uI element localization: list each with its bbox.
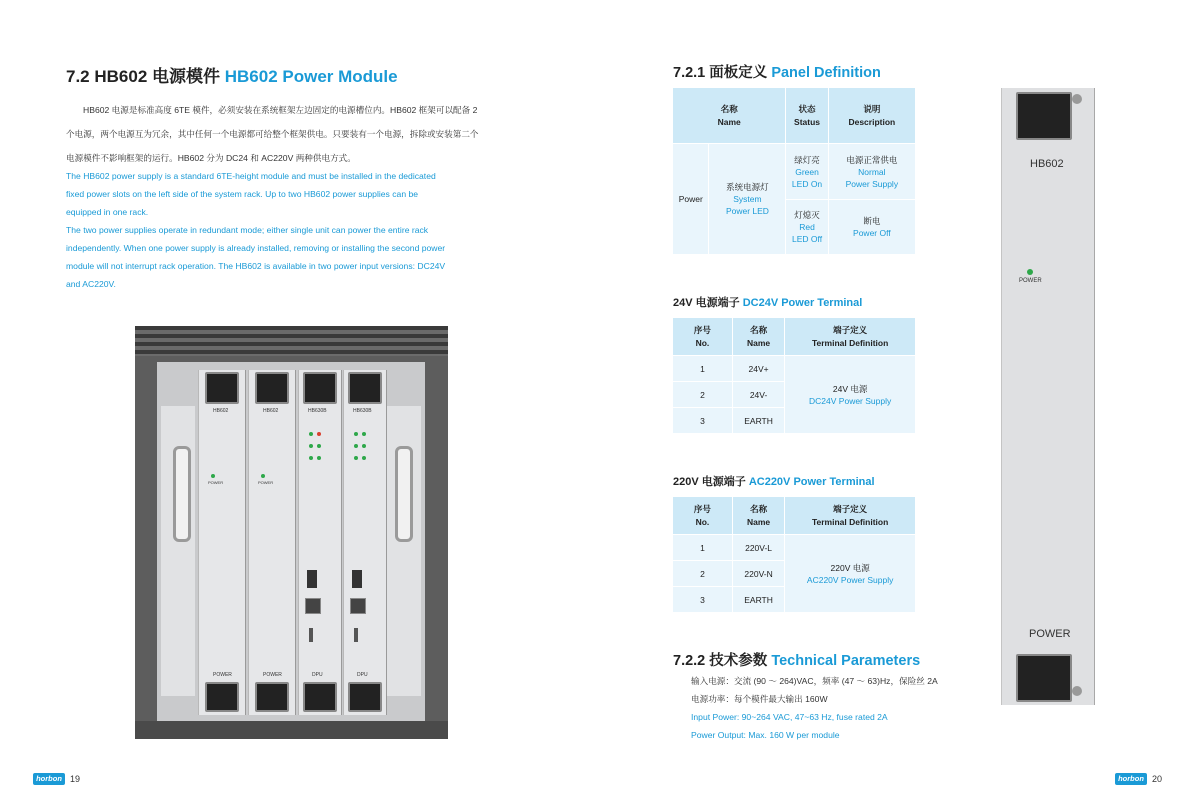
module-led-label: POWER [208,480,224,485]
brand-logo: horbon [1115,773,1147,785]
intro-line-cn: 个电源，两个电源互为冗余，其中任何一个电源都可给整个框架供电。只要装有一个电源，拆除或安装第二个 [66,129,479,139]
table-header: 端子定义 Terminal Definition [785,497,916,535]
module-latch [205,372,239,404]
intro-line-en: and AC220V. [66,279,116,289]
module-latch [303,682,337,712]
table-cell: 2 [673,382,733,408]
power-led-icon [1027,269,1033,275]
rack-top-vent [135,326,448,356]
module-latch [348,682,382,712]
power-led-icon [261,474,265,478]
module-label: HB630B [308,408,327,414]
section-heading [66,62,398,87]
module-label: HB630B [353,408,372,414]
heading-cn: 7.2.1 面板定义 [673,65,768,81]
module-bottom-label: POWER [213,672,232,678]
module-latch [205,682,239,712]
panel-definition-table [672,87,916,255]
table-header: 状态 Status [786,88,828,144]
heading-cn: 7.2.2 技术参数 [673,653,768,669]
table-header: 端子定义 Terminal Definition [785,318,916,356]
param-line-cn: 电源功率：每个模件最大输出 160W [691,694,828,704]
module-latch [303,372,337,404]
table-header: 说明 Description [828,88,915,144]
module-label: HB602 [213,408,229,414]
heading-cn: 24V 电源端子 [673,297,740,309]
panel-model-label: HB602 [1030,158,1064,170]
intro-line-en: equipped in one rack. [66,207,149,217]
table-cell: 灯熄灭 Red LED Off [786,200,828,255]
table-header: 名称 Name [673,88,786,144]
table-header: 序号 No. [673,497,733,535]
param-line-en: Input Power: 90~264 VAC, 47~63 Hz, fuse rated 2A [691,712,888,722]
status-led-icon [362,444,366,448]
power-led-icon [211,474,215,478]
ethernet-port-icon [305,598,321,614]
module-latch [348,372,382,404]
panel-led-label: POWER [1019,278,1042,284]
rack-module [343,370,387,715]
screw-icon [1072,94,1082,104]
table-header: 序号 No. [673,318,733,356]
section-heading-en: HB602 Power Module [224,67,398,86]
intro-line-en: fixed power slots on the left side of the system rack. Up to two HB602 power supplies can be [66,189,419,199]
dc-terminal-table [672,317,916,434]
table-cell: 系统电源灯 System Power LED [709,144,786,255]
table-cell: EARTH [732,587,784,613]
table-cell: 断电 Power Off [828,200,915,255]
intro-line-en: The two power supplies operate in redundant mode; either single unit can power the entire rack [66,225,429,235]
tech-params-heading [673,649,920,670]
table-cell: 电源正常供电 Normal Power Supply [828,144,915,200]
heading-en: DC24V Power Terminal [742,297,863,309]
status-led-icon [362,432,366,436]
rack-module [298,370,342,715]
module-bottom-label: DPU [312,672,323,678]
intro-line-cn: 电源模件不影响框架的运行。HB602 分为 DC24 和 AC220V 两种供电方式。 [66,153,356,163]
intro-paragraph-en [66,167,511,293]
table-cell: 1 [673,356,733,382]
rack-module [198,370,246,715]
module-led-label: POWER [258,480,274,485]
param-line-en: Power Output: Max. 160 W per module [691,730,840,740]
panel-bottom-label: POWER [1029,628,1071,640]
table-header: 名称 Name [732,497,784,535]
intro-line-en: independently. When one power supply is already installed, removing or installing the second power [66,243,446,253]
dc-terminal-heading [673,294,862,310]
ethernet-port-icon [350,598,366,614]
brand-logo: horbon [33,773,65,785]
module-latch [255,682,289,712]
module-label: HB602 [263,408,279,414]
param-line-cn: 输入电源：交流 (90 ～ 264)VAC，频率 (47 ～ 63)Hz，保险丝 2A [691,676,938,686]
status-led-icon [309,444,313,448]
status-led-icon [354,432,358,436]
page-number: 19 [70,774,81,784]
screw-icon [1072,686,1082,696]
status-led-icon [317,456,321,460]
rack-module [248,370,296,715]
intro-line-en: module will not interrupt rack operation. The HB602 is available in two power input versions: DC24V [66,261,446,271]
ac-terminal-table [672,496,916,613]
intro-line-en: The HB602 power supply is a standard 6TE-height module and must be installed in the dedicated [66,171,436,181]
page-number: 20 [1152,774,1163,784]
section-heading-cn: 7.2 HB602 电源模件 [66,67,220,86]
status-led-icon [317,444,321,448]
heading-en: Panel Definition [771,65,881,81]
module-bottom-label: POWER [263,672,282,678]
status-led-icon [309,432,313,436]
status-led-icon [362,456,366,460]
table-cell: 24V 电源 DC24V Power Supply [785,356,916,434]
rack-handle [173,446,191,542]
table-cell: 220V 电源 AC220V Power Supply [785,535,916,613]
rack-right-rail [387,406,421,696]
table-cell: 3 [673,408,733,434]
intro-paragraph-cn [66,98,511,170]
status-led-icon [317,432,321,436]
rack-photo [135,326,448,739]
module-bottom-label: DPU [357,672,368,678]
heading-en: Technical Parameters [771,653,921,669]
module-latch [1016,92,1072,140]
rack-handle [395,446,413,542]
table-header: 名称 Name [732,318,784,356]
panel-photo [1001,88,1095,705]
status-led-icon [354,444,358,448]
table-cell: Power [673,144,709,255]
table-cell: 220V-L [732,535,784,561]
sd-slot-icon [354,628,358,642]
panel-definition-heading [673,61,881,82]
table-cell: 1 [673,535,733,561]
module-latch [255,372,289,404]
table-cell: 2 [673,561,733,587]
heading-en: AC220V Power Terminal [748,476,875,488]
tech-params-list [691,672,991,744]
table-cell: 绿灯亮 Green LED On [786,144,828,200]
table-cell: 24V+ [732,356,784,382]
table-cell: 24V- [732,382,784,408]
status-led-icon [354,456,358,460]
table-cell: 3 [673,587,733,613]
usb-port-icon [307,570,317,588]
intro-line-cn: HB602 电源是标准高度 6TE 模件，必须安装在系统框架左边固定的电源槽位内。HB602 框架可以配备 2 [83,105,478,115]
table-cell: EARTH [732,408,784,434]
sd-slot-icon [309,628,313,642]
rack-left-rail [161,406,195,696]
module-latch [1016,654,1072,702]
usb-port-icon [352,570,362,588]
heading-cn: 220V 电源端子 [673,476,746,488]
ac-terminal-heading [673,473,875,489]
rack-bottom [135,721,448,739]
status-led-icon [309,456,313,460]
table-cell: 220V-N [732,561,784,587]
